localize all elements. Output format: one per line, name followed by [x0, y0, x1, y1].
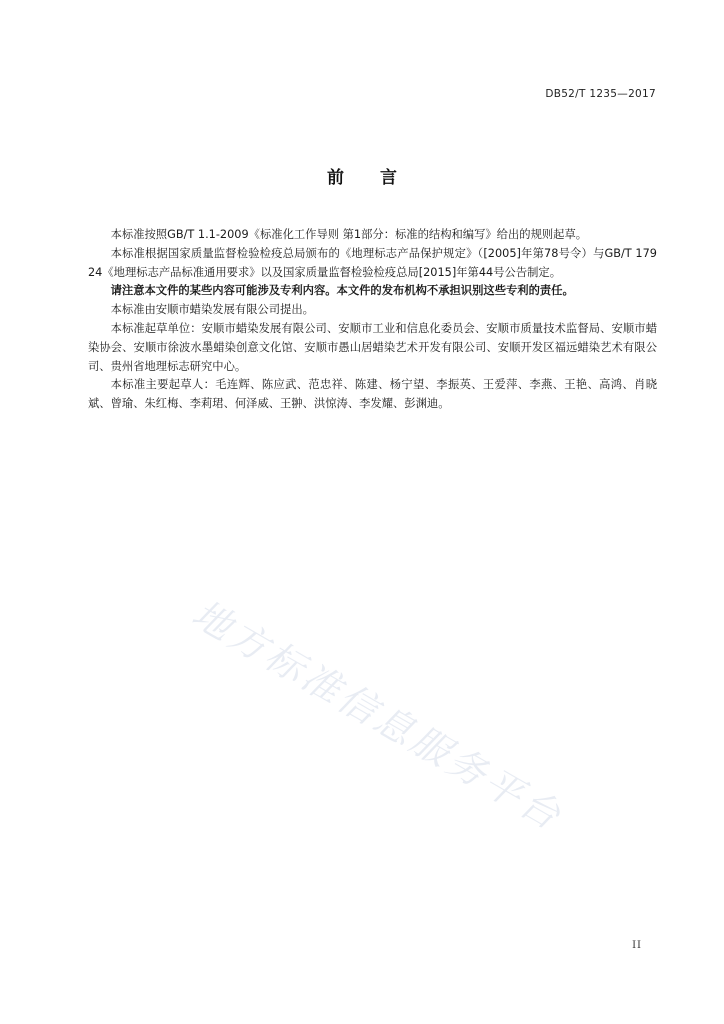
- paragraph-patent-notice: 请注意本文件的某些内容可能涉及专利内容。本文件的发布机构不承担识别这些专利的责任。: [110, 284, 574, 298]
- page-number: II: [632, 940, 642, 951]
- page-title: 前言: [327, 168, 433, 188]
- paragraph-drafting-rules: 本标准按照GB/T 1.1-2009《标准化工作导则 第1部分：标准的结构和编写》给出的规则起草。: [110, 228, 588, 241]
- document-code: DB52/T 1235—2017: [545, 88, 656, 100]
- foreword-body: [88, 226, 657, 414]
- paragraph-drafters: 本标准主要起草人：毛连辉、陈应武、范忠祥、陈建、杨宁望、李振英、王爱萍、李燕、王艳、高鸿、肖晓斌、曾瑜、朱红梅、李莉珺、何泽威、王翀、洪惊涛、李发耀、彭渊迪。: [88, 378, 657, 411]
- paragraph-drafting-units: 本标准起草单位：安顺市蜡染发展有限公司、安顺市工业和信息化委员会、安顺市质量技术监督局、安顺市蜡染协会、安顺市徐波水墨蜡染创意文化馆、安顺市愚山居蜡染艺术开发有限公司、安顺开发区福远蜡染艺术有限公司、贵州省地理标志研究中心。: [88, 321, 657, 373]
- paragraph-basis: 本标准根据国家质量监督检验检疫总局颁布的《地理标志产品保护规定》（[2005]年第78号令）与GB/T 17924《地理标志产品标准通用要求》以及国家质量监督检验检疫总局[2015]年第44号公告制定。: [88, 246, 657, 279]
- watermark: 地方标准信息服务平台: [184, 591, 571, 840]
- paragraph-proposer: 本标准由安顺市蜡染发展有限公司提出。: [110, 303, 314, 317]
